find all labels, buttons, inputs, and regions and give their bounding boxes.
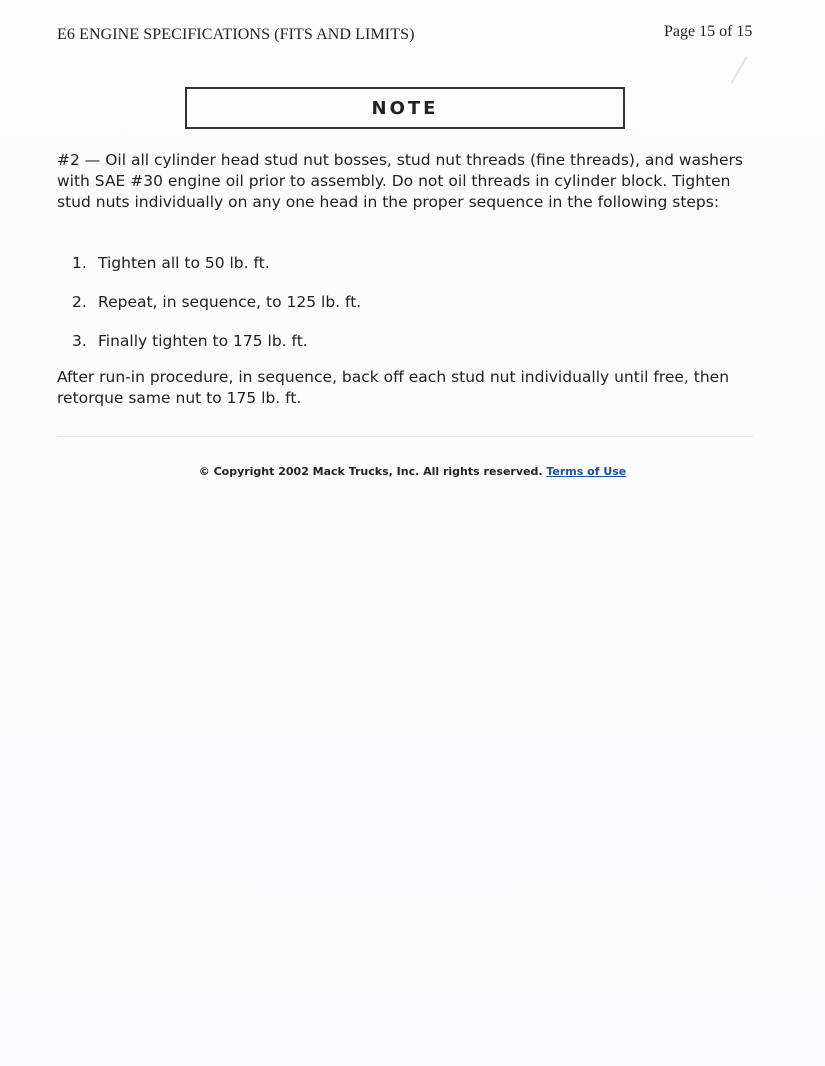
note-box — [185, 87, 625, 129]
steps-list — [72, 253, 361, 370]
divider — [57, 436, 753, 437]
step-number: 1. — [72, 254, 87, 272]
terms-of-use-link[interactable]: Terms of Use — [546, 465, 627, 478]
intro-paragraph: #2 — Oil all cylinder head stud nut bosses, stud nut threads (fine threads), and washers with SAE #30 engine oil prior to assembly. Do not oil threads in cylinder block. Tighten stud nuts individually on any one head in the proper sequence in the following steps: — [57, 151, 743, 211]
step-text: Finally tighten to 175 lb. ft. — [98, 332, 308, 350]
list-item — [72, 331, 361, 370]
step-number: 2. — [72, 293, 87, 311]
footer — [0, 465, 825, 478]
step-text: Tighten all to 50 lb. ft. — [98, 254, 270, 272]
page-number: Page 15 of 15 — [664, 23, 753, 40]
step-number: 3. — [72, 332, 87, 350]
note-label: NOTE — [371, 98, 439, 119]
list-item — [72, 292, 361, 331]
copyright-text: © Copyright 2002 Mack Trucks, Inc. All rights reserved. — [198, 465, 543, 478]
list-item — [72, 253, 361, 292]
after-paragraph: After run-in procedure, in sequence, back off each stud nut individually until free, then retorque same nut to 175 lb. ft. — [57, 368, 730, 407]
step-text: Repeat, in sequence, to 125 lb. ft. — [98, 293, 362, 311]
document-title: E6 ENGINE SPECIFICATIONS (FITS AND LIMITS) — [57, 26, 415, 43]
scan-mark — [731, 57, 748, 84]
